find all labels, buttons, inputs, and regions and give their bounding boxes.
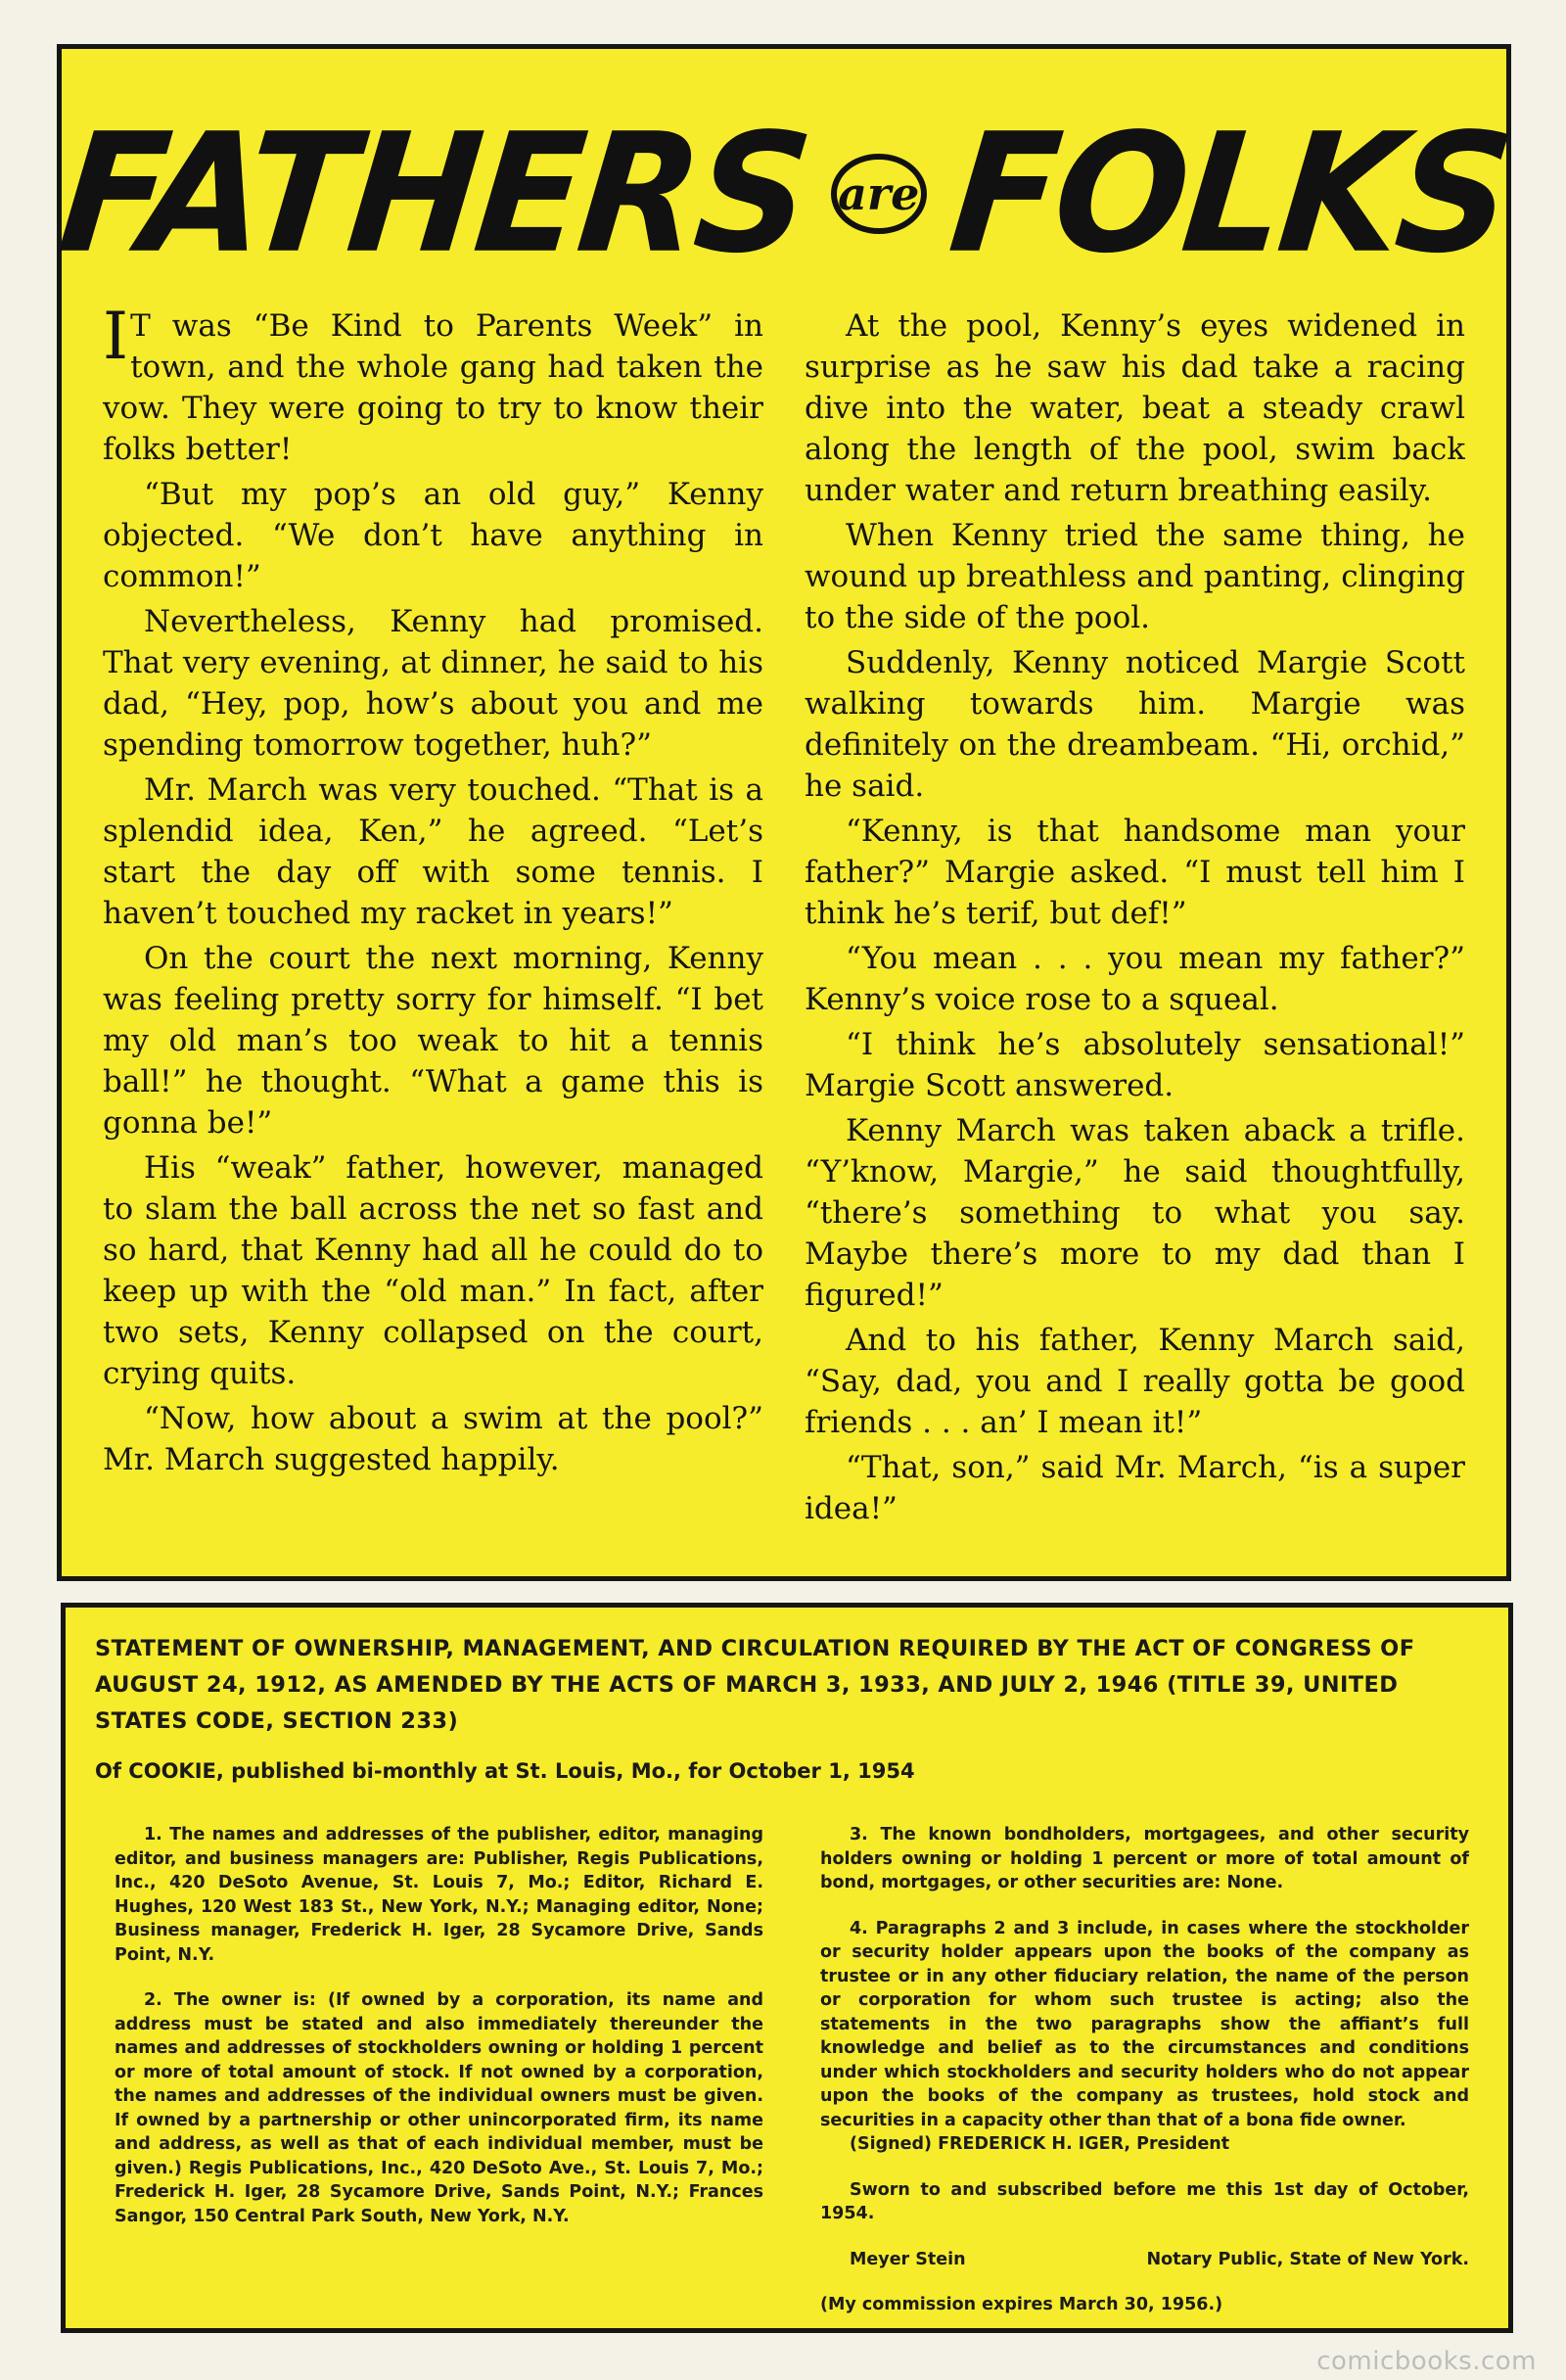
notary-line xyxy=(820,2248,1469,2272)
story-column-left xyxy=(103,305,763,1557)
statement-subheading: Of COOKIE, published bi-monthly at St. Louis, Mo., for October 1, 1954 xyxy=(95,1759,915,1783)
story-paragraph: “Kenny, is that handsome man your father?” Margie asked. “I must tell him I think he’s terif, but def!” xyxy=(805,814,1465,931)
site-watermark: comicbooks.com xyxy=(1316,2347,1537,2376)
title-word-folks: FOLKS xyxy=(942,97,1517,290)
story-paragraph: And to his father, Kenny March said, “Say, dad, you and I really gotta be good friends . . . an’ I mean it!” xyxy=(805,1323,1465,1440)
story-paragraph: On the court the next morning, Kenny was feeling pretty sorry for himself. “I bet my old man’s too weak to hit a tennis ball!” he thought. “What a game this is gonna be!” xyxy=(103,941,763,1141)
story-paragraph: “Now, how about a swim at the pool?” Mr. March suggested happily. xyxy=(103,1401,763,1477)
ownership-statement-panel xyxy=(61,1603,1513,2333)
story-column-right xyxy=(805,305,1465,1557)
statement-paragraph-1: 1. The names and addresses of the publisher, editor, managing editor, and business managers are: Publisher, Regis Publications, Inc., 420 DeSoto Avenue, St. Louis 7, Mo.; Editor, Richard E. Hughes, 120 West 183 St., New York, N.Y.; Managing editor, None; Business manager, Frederick H. Iger, 28 Sycamore Drive, Sands Point, N.Y. xyxy=(115,1825,763,1965)
story-title xyxy=(51,96,1517,292)
story-paragraph: Suddenly, Kenny noticed Margie Scott walking towards him. Margie was definitely on the dreambeam. “Hi, orchid,” he said. xyxy=(805,645,1465,804)
story-paragraph xyxy=(103,305,763,470)
signature-line: (Signed) FREDERICK H. IGER, President xyxy=(850,2134,1230,2154)
story-paragraph: “That, son,” said Mr. March, “is a super idea!” xyxy=(805,1450,1465,1526)
commission-line: (My commission expires March 30, 1956.) xyxy=(820,2295,1223,2314)
statement-heading: STATEMENT OF OWNERSHIP, MANAGEMENT, AND CIRCULATION REQUIRED BY THE ACT OF CONGRESS OF AUGUST 24, 1912, AS AMENDED BY THE ACTS OF MARCH 3, 1933, AND JULY 2, 1946 (TITLE 39, UNITED STATES CODE, SECTION 233) xyxy=(95,1636,1415,1734)
statement-paragraph-3: 3. The known bondholders, mortgagees, and other security holders owning or holding 1 percent or more of total amount of bond, mortgages, or other securities are: None. xyxy=(820,1825,1469,1892)
story-paragraph: “I think he’s absolutely sensational!” Margie Scott answered. xyxy=(805,1027,1465,1103)
paragraph-text: T was “Be Kind to Parents Week” in town, and the whole gang had taken the vow. They were going to try to know their folks better! xyxy=(103,308,763,467)
story-paragraph: When Kenny tried the same thing, he wound up breathless and panting, clinging to the side of the pool. xyxy=(805,518,1465,635)
statement-paragraph-4: 4. Paragraphs 2 and 3 include, in cases where the stockholder or security holder appears upon the books of the company as trustee or in any other fiduciary relation, the name of the person or corporation for whom such trustee is acting; also the statements in the two paragraphs show the affiant’s full knowledge and belief as to the circumstances and conditions under which stockholders and security holders who do not appear upon the books of the company as trustees, hold stock and securities in a capacity other than that of a bona fide owner. xyxy=(820,1918,1469,2130)
story-paragraph: Mr. March was very touched. “That is a splendid idea, Ken,” he agreed. “Let’s start the day off with some tennis. I haven’t touched my racket in years!” xyxy=(103,772,763,931)
notary-title: Notary Public, State of New York. xyxy=(1146,2249,1469,2269)
story-paragraph: His “weak” father, however, managed to slam the ball across the net so fast and so hard, that Kenny had all he could do to keep up with the “old man.” In fact, after two sets, Kenny collapsed on the court, crying quits. xyxy=(103,1150,763,1391)
story-paragraph: At the pool, Kenny’s eyes widened in surprise as he saw his dad take a racing dive into the water, beat a steady crawl along the length of the pool, swim back under water and return breathing easily. xyxy=(805,308,1465,508)
story-columns xyxy=(103,305,1465,1557)
story-paragraph: “But my pop’s an old guy,” Kenny objected. “We don’t have anything in common!” xyxy=(103,477,763,594)
story-paragraph: “You mean . . . you mean my father?” Kenny’s voice rose to a squeal. xyxy=(805,941,1465,1017)
story-paragraph: Nevertheless, Kenny had promised. That very evening, at dinner, he said to his dad, “Hey, pop, how’s about you and me spending tomorrow together, huh?” xyxy=(103,604,763,763)
story-panel xyxy=(51,44,1517,1581)
title-badge-are: are xyxy=(831,154,927,234)
statement-column-left xyxy=(115,1823,763,2314)
drop-cap: I xyxy=(103,305,129,374)
notary-name: Meyer Stein xyxy=(850,2249,966,2269)
statement-columns xyxy=(115,1823,1469,2314)
sworn-line: Sworn to and subscribed before me this 1st day of October, 1954. xyxy=(820,2179,1469,2223)
statement-paragraph-2: 2. The owner is: (If owned by a corporation, its name and address must be stated and also immediately thereunder the names and addresses of stockholders owning or holding 1 percent or more of total amount of stock. If not owned by a corporation, the names and addresses of the individual owners must be given. If owned by a partnership or other unincorporated firm, its name and address, as well as that of each individual member, must be given.) Regis Publications, Inc., 420 DeSoto Ave., St. Louis 7, Mo.; Frederick H. Iger, 28 Sycamore Drive, Sands Point, N.Y.; Frances Sangor, 150 Central Park South, New York, N.Y. xyxy=(115,1990,763,2226)
story-paragraph: Kenny March was taken aback a trifle. “Y’know, Margie,” he said thoughtfully, “there’s something to what you say. Maybe there’s more to my dad than I figured!” xyxy=(805,1113,1465,1313)
title-word-fathers: FATHERS xyxy=(51,97,816,290)
statement-column-right xyxy=(820,1823,1469,2314)
